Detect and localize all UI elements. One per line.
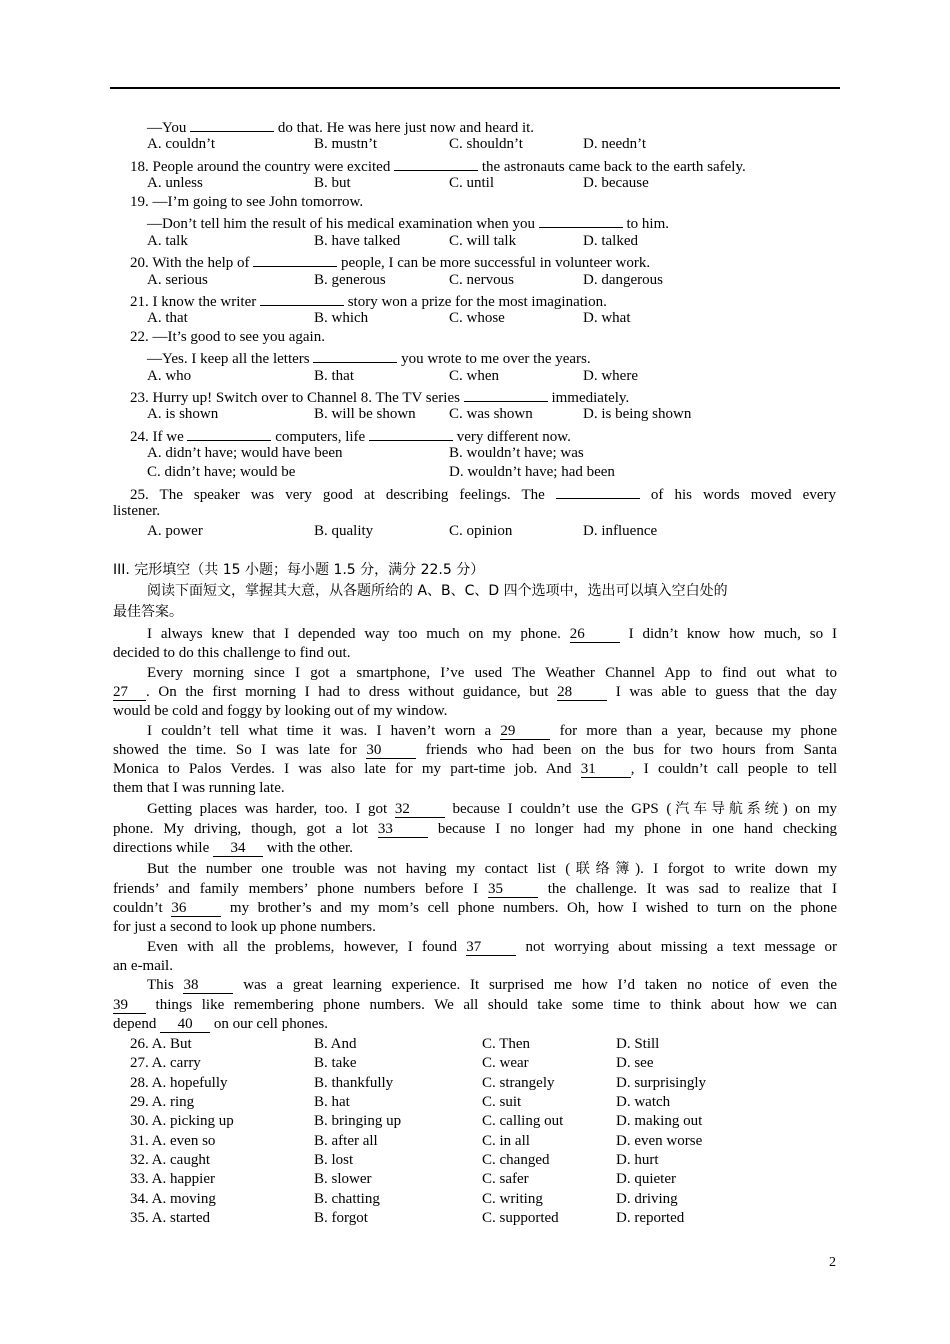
blank-26[interactable]: 26 — [570, 627, 620, 643]
blank-29[interactable]: 29 — [500, 724, 550, 740]
passage-line: I couldn’t tell what time it was. I haven’t worn a 29 for more than a year, because my phone — [147, 723, 838, 739]
option-a[interactable]: A. couldn’t — [147, 136, 216, 152]
option-d[interactable]: D. surprisingly — [616, 1074, 706, 1091]
section-instructions-cont: 最佳答案。 — [113, 604, 183, 620]
option-c[interactable]: C. wear — [482, 1055, 529, 1072]
option-a[interactable]: 29. A. ring — [130, 1094, 195, 1111]
option-c[interactable]: C. Then — [482, 1036, 531, 1052]
blank-35[interactable]: 35 — [488, 882, 538, 898]
passage-line: Monica to Palos Verdes. I was also late for my part-time job. And 31 , I couldn’t call people to tell — [113, 761, 837, 777]
answer-blank[interactable] — [187, 425, 271, 441]
option-b[interactable]: B. thankfully — [314, 1074, 394, 1091]
option-d[interactable]: D. Still — [616, 1036, 660, 1052]
q19-stem: 19. —I’m going to see John tomorrow. — [130, 194, 364, 210]
option-d[interactable]: D. needn’t — [583, 136, 647, 152]
passage-line: decided to do this challenge to find out. — [113, 645, 351, 661]
option-c[interactable]: C. strangely — [482, 1074, 555, 1091]
blank-30[interactable]: 30 — [366, 743, 416, 759]
option-b[interactable]: B. chatting — [314, 1190, 380, 1207]
section-title: III. 完形填空（共 15 小题；每小题 1.5 分，满分 22.5 分） — [113, 562, 485, 578]
answer-blank[interactable] — [253, 251, 337, 267]
q22-stem: 22. —It’s good to see you again. — [130, 329, 325, 345]
option-a[interactable]: 28. A. hopefully — [130, 1074, 228, 1091]
option-a[interactable]: A. that — [147, 310, 188, 326]
option-b[interactable]: B. slower — [314, 1171, 372, 1188]
option-c[interactable]: C. was shown — [449, 406, 533, 422]
option-a[interactable]: 35. A. started — [130, 1210, 210, 1227]
option-c[interactable]: C. safer — [482, 1171, 529, 1188]
passage-line: couldn’t 36 my brother’s and my mom’s cell phone numbers. Oh, how I wished to turn on the phone — [113, 900, 837, 916]
option-b[interactable]: B. generous — [314, 272, 386, 288]
option-c[interactable]: C. will talk — [449, 233, 517, 249]
blank-36[interactable]: 36 — [171, 901, 221, 917]
blank-38[interactable]: 38 — [183, 978, 233, 994]
blank-32[interactable]: 32 — [395, 802, 445, 818]
passage-line: Every morning since I got a smartphone, I’ve used The Weather Channel App to find out what to — [147, 665, 837, 681]
option-a[interactable]: A. serious — [147, 272, 208, 288]
option-a[interactable]: A. didn’t have; would have been — [147, 445, 343, 461]
blank-37[interactable]: 37 — [466, 940, 516, 956]
header-rule — [110, 87, 840, 89]
q23-stem: 23. Hurry up! Switch over to Channel 8. The TV series immediately. — [130, 386, 629, 408]
option-a[interactable]: 33. A. happier — [130, 1171, 215, 1188]
option-c[interactable]: C. in all — [482, 1132, 530, 1149]
q25-stem: 25. The speaker was very good at describing feelings. The of his words moved every — [130, 483, 836, 505]
option-d[interactable]: D. what — [583, 310, 631, 326]
option-b[interactable]: B. mustn’t — [314, 136, 378, 152]
q18-stem: 18. People around the country were excited the astronauts came back to the earth safely. — [130, 155, 746, 177]
section-instructions: 阅读下面短文，掌握其大意，从各题所给的 A、B、C、D 四个选项中，选出可以填入空白处的 — [147, 583, 728, 599]
option-a[interactable]: 26. A. But — [130, 1036, 192, 1052]
passage-line: Getting places was harder, too. I got 32 because I couldn’t use the GPS (汽车导航系统) on my — [147, 801, 838, 817]
answer-blank[interactable] — [539, 212, 623, 228]
answer-blank[interactable] — [556, 483, 640, 499]
q24-stem: 24. If we computers, life very different now. — [130, 425, 571, 447]
blank-34[interactable]: 34 — [213, 841, 263, 857]
option-d[interactable]: D. watch — [616, 1094, 671, 1111]
option-b[interactable]: B. take — [314, 1055, 357, 1072]
option-b[interactable]: B. but — [314, 175, 351, 191]
passage-line: I always knew that I depended way too much on my phone. 26 I didn’t know how much, so I — [147, 626, 837, 642]
passage-line: them that I was running late. — [113, 780, 285, 796]
option-c[interactable]: C. calling out — [482, 1113, 564, 1130]
passage-line: phone. My driving, though, got a lot 33 because I no longer had my phone in one hand checking — [113, 821, 838, 837]
option-b[interactable]: B. bringing up — [314, 1113, 402, 1130]
passage-line: directions while 34 with the other. — [113, 840, 353, 856]
option-c[interactable]: C. supported — [482, 1210, 559, 1227]
option-d[interactable]: D. where — [583, 368, 638, 384]
q25-stem-end: listener. — [113, 503, 161, 519]
q21-stem: 21. I know the writer story won a prize for the most imagination. — [130, 290, 607, 312]
option-b[interactable]: B. have talked — [314, 233, 401, 249]
option-b[interactable]: B. lost — [314, 1152, 354, 1169]
option-a[interactable]: 32. A. caught — [130, 1152, 210, 1169]
option-d[interactable]: D. dangerous — [583, 272, 663, 288]
passage-line: 39 things like remembering phone numbers. We all should take some time to think about how we can — [113, 997, 837, 1013]
option-b[interactable]: B. And — [314, 1036, 357, 1052]
option-c[interactable]: C. nervous — [449, 272, 514, 288]
option-d[interactable]: D. even worse — [616, 1132, 703, 1149]
option-d[interactable]: D. talked — [583, 233, 638, 249]
option-d[interactable]: D. wouldn’t have; had been — [449, 464, 615, 480]
option-c[interactable]: C. whose — [449, 310, 505, 326]
option-a[interactable]: A. power — [147, 523, 203, 539]
passage-line: depend 40 on our cell phones. — [113, 1016, 328, 1032]
option-a[interactable]: A. is shown — [147, 406, 219, 422]
option-d[interactable]: D. quieter — [616, 1171, 676, 1188]
option-b[interactable]: B. hat — [314, 1094, 350, 1111]
option-d[interactable]: D. making out — [616, 1113, 703, 1130]
blank-27[interactable]: 27 — [113, 685, 146, 701]
q17-stem: —You do that. He was here just now and heard it. — [147, 116, 534, 138]
option-b[interactable]: B. that — [314, 368, 354, 384]
option-c[interactable]: C. when — [449, 368, 499, 384]
option-c[interactable]: C. didn’t have; would be — [147, 464, 296, 480]
option-d[interactable]: D. reported — [616, 1210, 685, 1227]
option-d[interactable]: D. influence — [583, 523, 658, 539]
passage-line: would be cold and foggy by looking out of my window. — [113, 703, 448, 719]
option-a[interactable]: 31. A. even so — [130, 1132, 216, 1149]
option-b[interactable]: B. after all — [314, 1132, 378, 1149]
passage-line: This 38 was a great learning experience. It surprised me how I’d taken no notice of even the — [147, 977, 837, 993]
option-a[interactable]: 34. A. moving — [130, 1190, 216, 1207]
answer-blank[interactable] — [464, 386, 548, 402]
option-c[interactable]: C. until — [449, 175, 495, 191]
option-c[interactable]: C. suit — [482, 1094, 522, 1111]
page-number: 2 — [829, 1255, 836, 1270]
answer-blank[interactable] — [190, 116, 274, 132]
option-a[interactable]: A. unless — [147, 175, 203, 191]
option-d[interactable]: D. driving — [616, 1190, 678, 1207]
option-b[interactable]: B. quality — [314, 523, 374, 539]
option-b[interactable]: B. will be shown — [314, 406, 416, 422]
option-b[interactable]: B. which — [314, 310, 369, 326]
answer-blank[interactable] — [394, 155, 478, 171]
option-b[interactable]: B. wouldn’t have; was — [449, 445, 584, 461]
option-c[interactable]: C. writing — [482, 1190, 543, 1207]
passage-line: for just a second to look up phone numbers. — [113, 919, 376, 935]
q22-stem-reply: —Yes. I keep all the letters you wrote to me over the years. — [147, 347, 591, 369]
blank-39[interactable]: 39 — [113, 998, 146, 1014]
option-d[interactable]: D. see — [616, 1055, 654, 1072]
passage-line: But the number one trouble was not having my contact list (联络簿). I forgot to write down my — [147, 861, 837, 877]
passage-line: an e-mail. — [113, 958, 173, 974]
blank-31[interactable]: 31 — [581, 762, 631, 778]
option-c[interactable]: C. changed — [482, 1152, 550, 1169]
option-a[interactable]: A. talk — [147, 233, 188, 249]
passage-line: friends’ and family members’ phone numbers before I 35 the challenge. It was sad to realize that I — [113, 881, 837, 897]
passage-line: Even with all the problems, however, I found 37 not worrying about missing a text message or — [147, 939, 837, 955]
option-c[interactable]: C. shouldn’t — [449, 136, 523, 152]
answer-blank[interactable] — [260, 290, 344, 306]
option-d[interactable]: D. because — [583, 175, 649, 191]
option-c[interactable]: C. opinion — [449, 523, 513, 539]
option-d[interactable]: D. is being shown — [583, 406, 692, 422]
blank-40[interactable]: 40 — [160, 1017, 210, 1033]
answer-blank[interactable] — [369, 425, 453, 441]
answer-blank[interactable] — [313, 347, 397, 363]
option-b[interactable]: B. forgot — [314, 1210, 368, 1227]
option-a[interactable]: 27. A. carry — [130, 1055, 201, 1072]
blank-28[interactable]: 28 — [557, 685, 607, 701]
option-a[interactable]: 30. A. picking up — [130, 1113, 234, 1130]
blank-33[interactable]: 33 — [378, 822, 428, 838]
q19-stem-reply: —Don’t tell him the result of his medical examination when you to him. — [147, 212, 669, 234]
passage-line: showed the time. So I was late for 30 friends who had been on the bus for two hours from Santa — [113, 742, 837, 758]
option-d[interactable]: D. hurt — [616, 1152, 659, 1169]
q20-stem: 20. With the help of people, I can be more successful in volunteer work. — [130, 251, 650, 273]
option-a[interactable]: A. who — [147, 368, 192, 384]
passage-line: 27 . On the first morning I had to dress without guidance, but 28 I was able to guess that the day — [113, 684, 837, 700]
